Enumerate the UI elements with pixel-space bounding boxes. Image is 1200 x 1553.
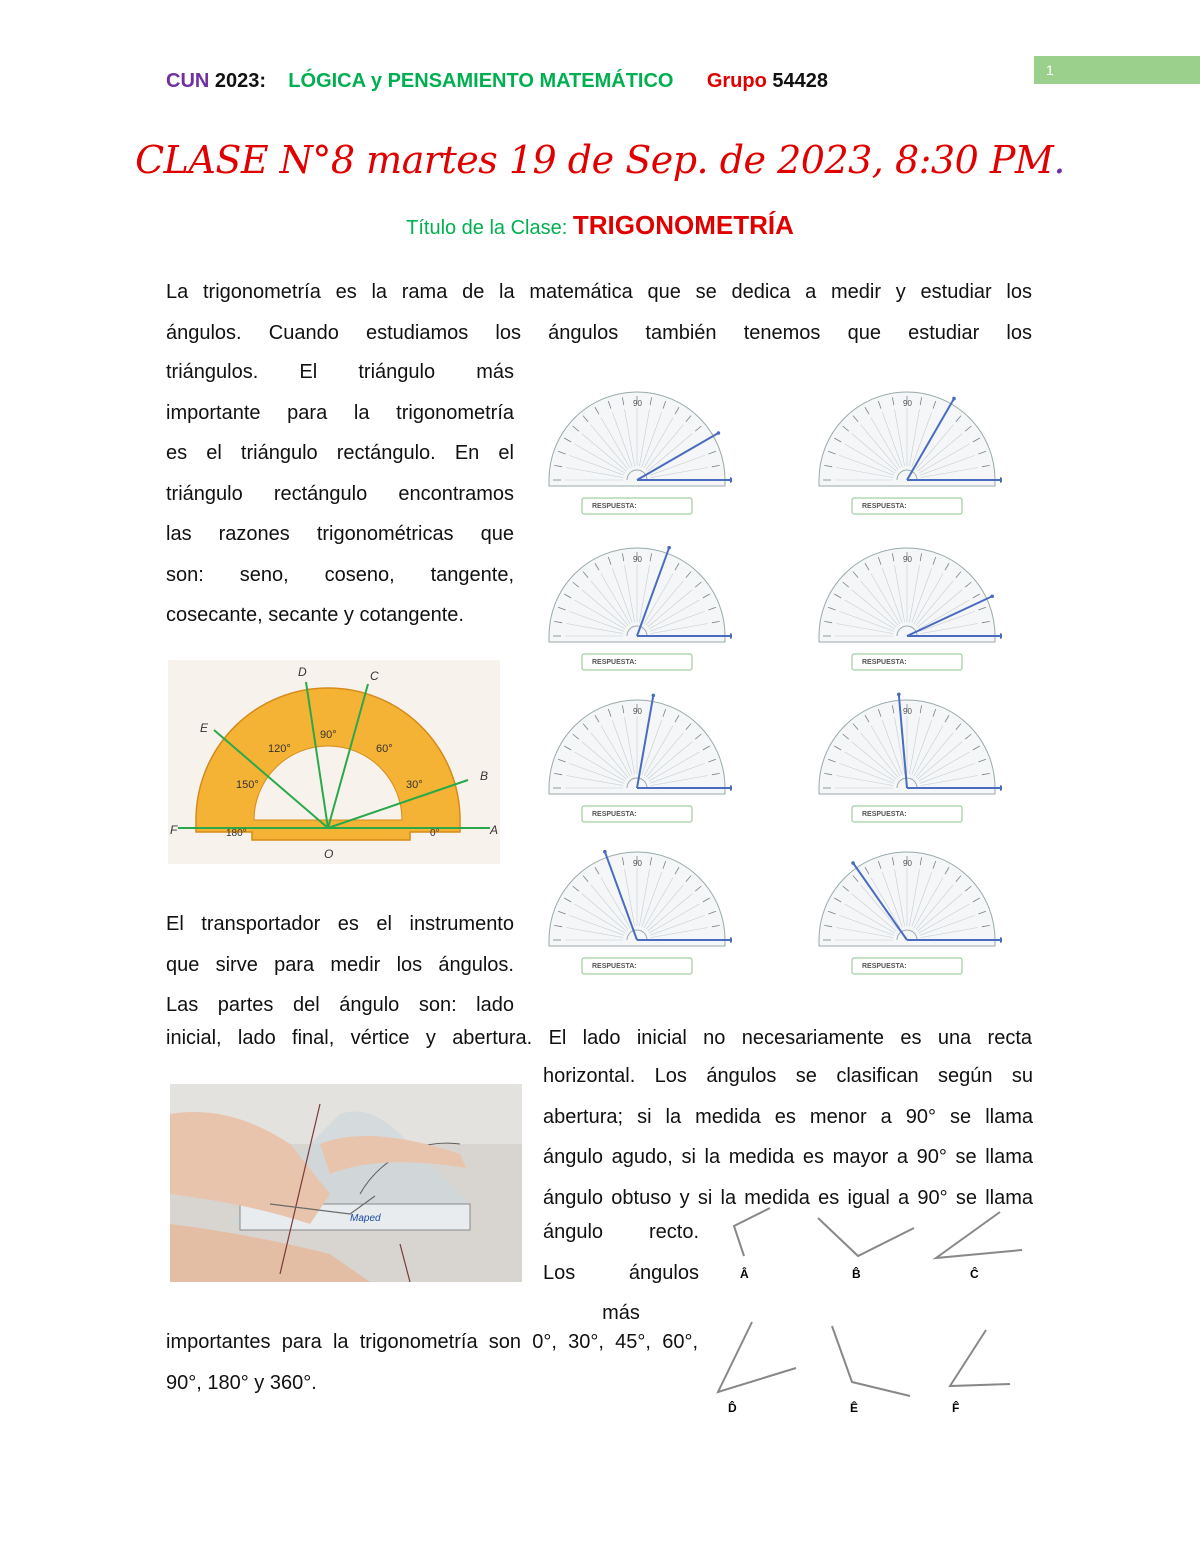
exercise-protractor xyxy=(542,536,732,681)
transportador-full-line xyxy=(166,1018,1032,1059)
angle-D-lines xyxy=(718,1322,796,1392)
angle-ray-tip xyxy=(952,397,956,401)
exercise-protractor xyxy=(542,840,732,985)
protractor-exercise-5 xyxy=(542,688,732,828)
label-F: F xyxy=(170,823,178,837)
answer-label: RESPUESTA: xyxy=(862,963,907,970)
classification-paragraph xyxy=(543,1056,1033,1218)
protractor-diagram xyxy=(168,660,500,864)
photo-brand: Maped xyxy=(350,1213,381,1224)
angle-ray-tip xyxy=(667,546,671,550)
header-course: LÓGICA y PENSAMIENTO MATEMÁTICO xyxy=(288,70,674,92)
exercise-protractor xyxy=(812,688,1002,833)
intro-line-1: La trigonometría es la rama de la matemática que se dedica a medir y estudiar los xyxy=(166,281,1032,303)
label-C: C xyxy=(370,669,379,683)
angle-D-label: D̂ xyxy=(728,1401,737,1415)
scale-top: 90 xyxy=(903,859,912,868)
scale-0: 0° xyxy=(430,828,440,839)
protractor-exercise-6 xyxy=(812,688,1002,828)
answer-label: RESPUESTA: xyxy=(862,811,907,818)
angle-ray-tip xyxy=(897,693,901,697)
protractor-exercise-7 xyxy=(542,840,732,980)
scale-top: 90 xyxy=(903,555,912,564)
protractor-exercise-1 xyxy=(542,380,732,520)
angle-ray-tip xyxy=(652,694,656,698)
page-number: 1 xyxy=(1046,62,1054,78)
classification-line: abertura; si la medida es menor a 90° se llama xyxy=(543,1105,1033,1128)
angle-B-lines xyxy=(818,1218,914,1256)
left-line: son: seno, coseno, tangente, xyxy=(166,563,514,586)
exercise-protractor xyxy=(812,536,1002,681)
class-title xyxy=(0,138,1200,182)
base-ray-arrow xyxy=(1000,477,1002,483)
scale-top: 90 xyxy=(633,555,642,564)
label-D: D xyxy=(298,665,307,679)
transportador-line: Las partes del ángulo son: lado xyxy=(166,994,514,1016)
transportador-paragraph xyxy=(166,904,514,1026)
label-A: A xyxy=(490,823,499,837)
exercise-grid xyxy=(536,380,1034,990)
scale-180: 180° xyxy=(226,828,247,839)
exercise-protractor xyxy=(542,688,732,833)
answer-label: RESPUESTA: xyxy=(592,659,637,666)
classification-line: Los ángulos xyxy=(543,1261,699,1284)
answer-label: RESPUESTA: xyxy=(862,503,907,510)
scale-top: 90 xyxy=(903,399,912,408)
angle-F-label: F̂ xyxy=(952,1401,960,1415)
base-ray-arrow xyxy=(1000,633,1002,639)
answer-label: RESPUESTA: xyxy=(592,811,637,818)
protractor-exercise-4 xyxy=(812,536,1002,676)
subtitle-topic: TRIGONOMETRÍA xyxy=(572,210,794,240)
angle-E-label: Ê xyxy=(850,1401,859,1415)
label-E: E xyxy=(200,721,209,735)
angle-examples xyxy=(710,1200,1026,1420)
angle-C-lines xyxy=(936,1212,1022,1258)
classification-line: horizontal. Los ángulos se clasifican según su xyxy=(543,1065,1033,1087)
classification-line: ángulo obtuso y si la medida es igual a 90° se llama xyxy=(543,1186,1033,1209)
angle-ray-tip xyxy=(851,861,855,865)
angle-B-label: B̂ xyxy=(852,1267,861,1281)
class-subtitle xyxy=(0,210,1200,241)
left-line: triángulo rectángulo encontramos xyxy=(166,482,514,505)
intro-line-2: ángulos. Cuando estudiamos los ángulos también tenemos que estudiar los xyxy=(166,321,1032,344)
base-ray-arrow xyxy=(1000,785,1002,791)
left-column-paragraph xyxy=(166,352,514,636)
answer-label: RESPUESTA: xyxy=(862,659,907,666)
left-line: importante para la trigonometría xyxy=(166,401,514,424)
important-line-2: 90°, 180° y 360°. xyxy=(166,1371,317,1394)
classification-line: ángulo recto. xyxy=(543,1221,699,1243)
angle-ray-tip xyxy=(603,850,607,854)
scale-120: 120° xyxy=(268,743,291,755)
left-line: triángulos. El triángulo más xyxy=(166,361,514,383)
exercise-protractor xyxy=(812,380,1002,525)
classification-line: ángulo agudo, si la medida es mayor a 90° se llama xyxy=(543,1146,1033,1168)
label-B: B xyxy=(480,769,489,783)
protractor-exercise-2 xyxy=(812,380,1002,520)
intro-paragraph xyxy=(166,272,1032,353)
exercise-protractor xyxy=(542,380,732,525)
subtitle-label: Título de la Clase: xyxy=(406,217,568,239)
transportador-line: que sirve para medir los ángulos. xyxy=(166,953,514,976)
important-line-1: importantes para la trigonometría son 0°, 30°, 45°, 60°, xyxy=(166,1331,698,1353)
angle-ray-tip xyxy=(717,431,721,435)
header-cun: CUN xyxy=(166,70,210,92)
class-title-dot: . xyxy=(1053,138,1065,182)
base-ray-arrow xyxy=(730,937,732,943)
transportador-line: inicial, lado final, vértice y abertura. El lado inicial no necesariamente es una recta xyxy=(166,1027,1032,1049)
scale-top: 90 xyxy=(903,707,912,716)
scale-90: 90° xyxy=(320,729,337,741)
page-number-box xyxy=(1034,56,1200,84)
base-ray-arrow xyxy=(730,477,732,483)
angle-A-lines xyxy=(734,1208,770,1256)
angle-C-label: Ĉ xyxy=(970,1267,979,1281)
base-ray-arrow xyxy=(730,633,732,639)
protractor-photo xyxy=(170,1084,522,1282)
protractor-exercise-3 xyxy=(542,536,732,676)
left-line: es el triángulo rectángulo. En el xyxy=(166,442,514,464)
scale-150: 150° xyxy=(236,779,259,791)
left-line: las razones trigonométricas que xyxy=(166,523,514,545)
classification-short xyxy=(543,1212,699,1334)
angle-F-lines xyxy=(950,1330,1010,1386)
answer-label: RESPUESTA: xyxy=(592,963,637,970)
base-ray-arrow xyxy=(1000,937,1002,943)
header-group-number: 54428 xyxy=(772,70,829,92)
scale-top: 90 xyxy=(633,707,642,716)
base-ray-arrow xyxy=(730,785,732,791)
important-paragraph xyxy=(166,1322,698,1403)
scale-top: 90 xyxy=(633,859,642,868)
header-year: 2023: xyxy=(214,70,267,92)
exercise-protractor xyxy=(812,840,1002,985)
angle-A-label: Â xyxy=(740,1267,749,1281)
left-line: cosecante, secante y cotangente. xyxy=(166,604,464,626)
header-group-label: Grupo xyxy=(706,70,767,92)
angle-ray-tip xyxy=(990,594,994,598)
classification-line: más xyxy=(602,1302,640,1324)
scale-30: 30° xyxy=(406,779,423,791)
protractor-exercise-8 xyxy=(812,840,1002,980)
scale-60: 60° xyxy=(376,743,393,755)
transportador-line: El transportador es el instrumento xyxy=(166,913,514,935)
page-header xyxy=(166,70,828,93)
class-title-text: CLASE N°8 martes 19 de Sep. de 2023, 8:30 PM xyxy=(135,138,1054,182)
answer-label: RESPUESTA: xyxy=(592,503,637,510)
label-O: O xyxy=(324,847,334,861)
angle-E-lines xyxy=(832,1326,910,1396)
scale-top: 90 xyxy=(633,399,642,408)
